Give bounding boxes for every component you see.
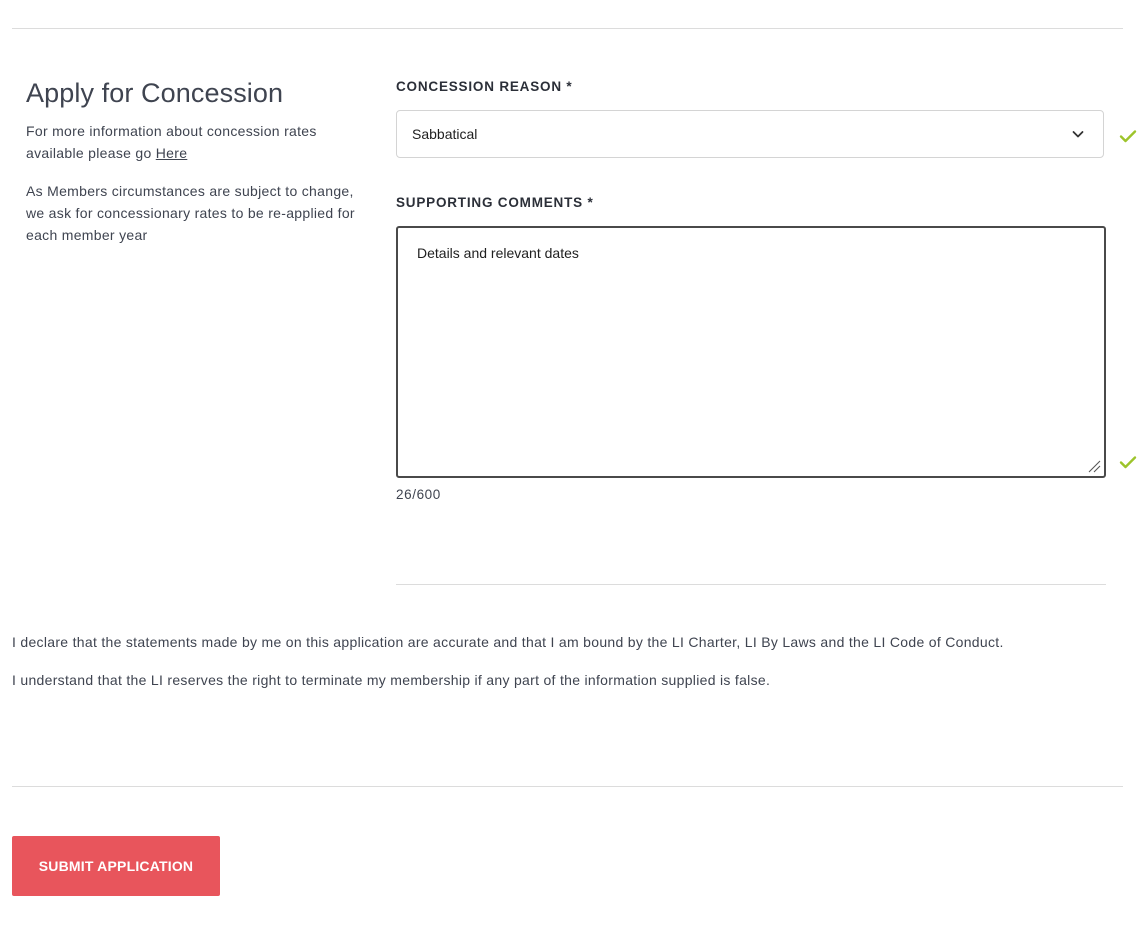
concession-reason-select[interactable]: [396, 110, 1104, 158]
bottom-divider: [12, 786, 1123, 787]
termination-statement: I understand that the LI reserves the right to terminate my membership if any part of the information supplied is false.: [12, 672, 771, 688]
reapply-note: As Members circumstances are subject to change, we ask for concessionary rates to be re-applied for each member year: [26, 183, 355, 243]
form-divider: [396, 584, 1106, 585]
checkmark-icon: [1119, 455, 1137, 469]
chevron-down-icon: [1071, 127, 1085, 141]
declaration-statement: I declare that the statements made by me on this application are accurate and that I am bound by the LI Charter, LI By Laws and the LI Code of Conduct.: [12, 634, 1004, 650]
page-title: Apply for Concession: [26, 78, 284, 108]
concession-reason-value: Sabbatical: [412, 126, 478, 142]
character-counter: 26/600: [396, 487, 441, 502]
concession-info-text: [26, 120, 376, 164]
resize-handle-icon[interactable]: [1086, 458, 1102, 474]
submit-application-button[interactable]: SUBMIT APPLICATION: [12, 836, 220, 896]
concession-reason-label: CONCESSION REASON *: [396, 79, 573, 94]
top-divider: [12, 28, 1123, 29]
supporting-comments-label: SUPPORTING COMMENTS *: [396, 195, 594, 210]
checkmark-icon: [1119, 129, 1137, 143]
supporting-comments-textarea[interactable]: [396, 226, 1106, 478]
concession-info-label: For more information about concession rates available please go: [26, 123, 317, 161]
concession-rates-link[interactable]: Here: [155, 145, 188, 161]
